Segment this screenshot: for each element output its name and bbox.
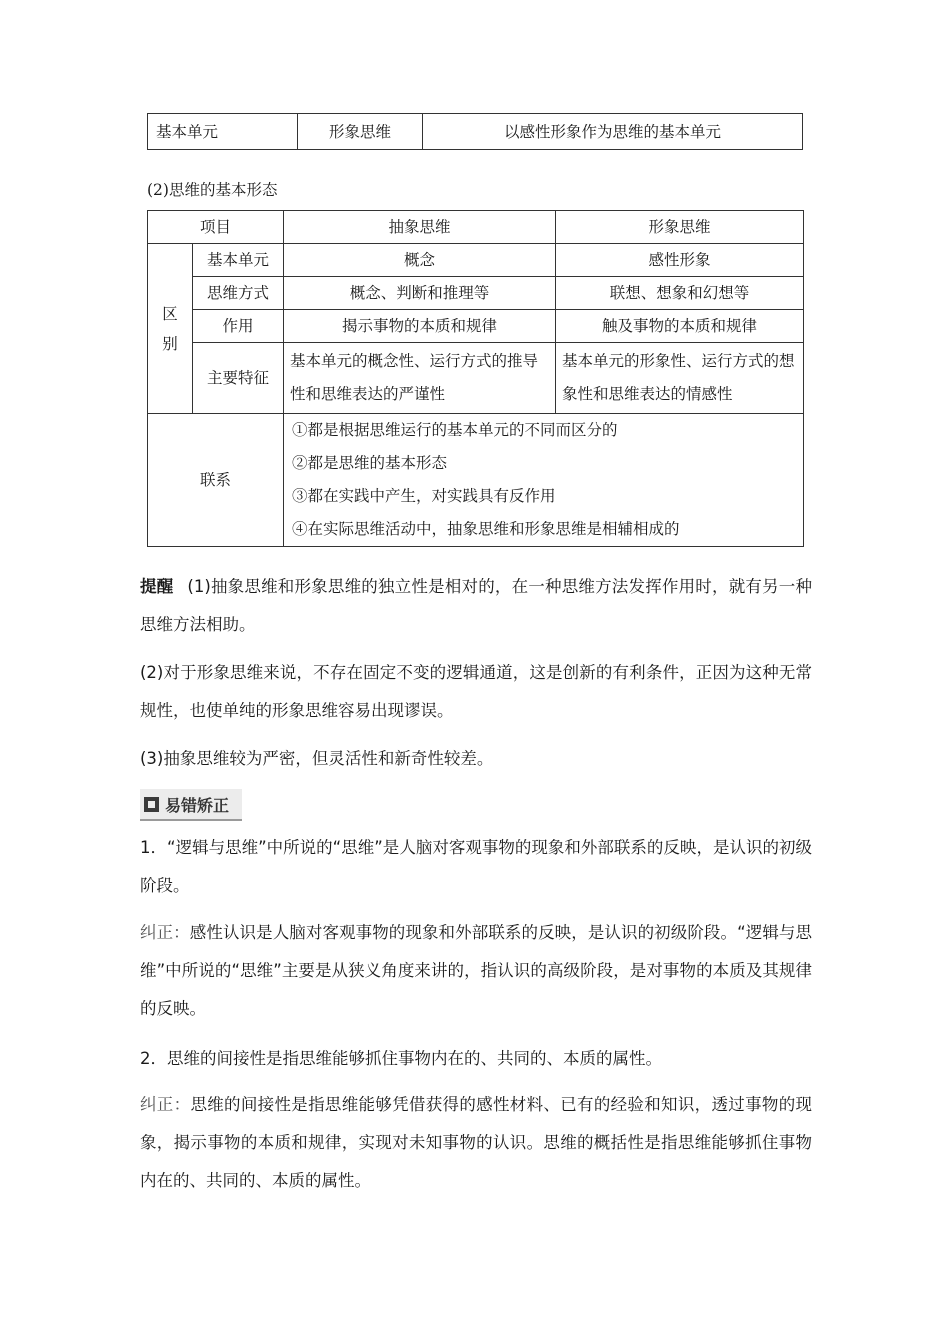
link-content (284, 414, 804, 547)
table-cell: 基本单元 (148, 114, 298, 150)
top-table (147, 113, 803, 150)
header-item: 项目 (148, 211, 284, 244)
table-row (148, 310, 804, 343)
tip-text: (1)抽象思维和形象思维的独立性是相对的，在一种思维方法发挥作用时，就有另一种思维方法相助。 (140, 577, 813, 634)
correction-text: 感性认识是人脑对客观事物的现象和外部联系的反映，是认识的初级阶段。“逻辑与思维”中所说的“思维”主要是从狭义角度来讲的，指认识的高级阶段，是对事物的本质及其规律的反映。 (140, 923, 812, 1018)
link-item: ②都是思维的基本形态 (292, 454, 448, 472)
table-row (148, 244, 804, 277)
row-image: 基本单元的形象性、运行方式的想象性和思维表达的情感性 (556, 343, 804, 414)
header-image: 形象思维 (556, 211, 804, 244)
table-header-row (148, 211, 804, 244)
link-item: ④在实际思维活动中，抽象思维和形象思维是相辅相成的 (292, 520, 680, 538)
badge-text: 易错矫正 (165, 795, 230, 815)
correction-label: 纠正： (140, 1095, 191, 1114)
tip-label: 提醒 (140, 577, 174, 596)
error-correction-2 (140, 1086, 812, 1200)
tip-paragraph-2: (2)对于形象思维来说，不存在固定不变的逻辑通道，这是创新的有利条件，正因为这种无常规性，也使单纯的形象思维容易出现谬误。 (140, 663, 812, 720)
row-image: 触及事物的本质和规律 (556, 310, 804, 343)
row-abstract: 概念、判断和推理等 (284, 277, 556, 310)
table-row (148, 277, 804, 310)
row-image: 联想、想象和幻想等 (556, 277, 804, 310)
row-label: 作用 (193, 310, 284, 343)
table-cell: 形象思维 (298, 114, 423, 150)
row-abstract: 基本单元的概念性、运行方式的推导性和思维表达的严谨性 (284, 343, 556, 414)
tip-paragraph-1 (140, 568, 812, 644)
tip-paragraph-3: (3)抽象思维较为严密，但灵活性和新奇性较差。 (140, 749, 494, 768)
link-label: 联系 (148, 414, 284, 547)
correction-label: 纠正： (140, 923, 190, 942)
table-row (148, 343, 804, 414)
error-statement-1: 1．“逻辑与思维”中所说的“思维”是人脑对客观事物的现象和外部联系的反映，是认识的初级阶段。 (140, 838, 812, 895)
row-abstract: 概念 (284, 244, 556, 277)
error-statement-2: 2．思维的间接性是指思维能够抓住事物内在的、共同的、本质的属性。 (140, 1049, 662, 1068)
error-correction-1 (140, 914, 812, 1028)
error-correction-badge (140, 789, 242, 821)
badge-icon (144, 797, 159, 812)
link-item: ①都是根据思维运行的基本单元的不同而区分的 (292, 421, 618, 439)
thinking-forms-table (147, 210, 804, 547)
row-image: 感性形象 (556, 244, 804, 277)
diff-label-text: 区别 (162, 304, 178, 353)
diff-label (148, 244, 193, 414)
row-abstract: 揭示事物的本质和规律 (284, 310, 556, 343)
row-label: 基本单元 (193, 244, 284, 277)
section-title: (2)思维的基本形态 (147, 181, 278, 199)
link-item: ③都在实践中产生，对实践具有反作用 (292, 487, 556, 505)
table-row (148, 114, 803, 150)
correction-text: 思维的间接性是指思维能够凭借获得的感性材料、已有的经验和知识，透过事物的现象，揭示事物的本质和规律，实现对未知事物的认识。思维的概括性是指思维能够抓住事物内在的、共同的、本质的属性。 (140, 1095, 813, 1190)
row-label: 思维方式 (193, 277, 284, 310)
table-row (148, 414, 804, 547)
header-abstract: 抽象思维 (284, 211, 556, 244)
row-label: 主要特征 (193, 343, 284, 414)
table-cell: 以感性形象作为思维的基本单元 (423, 114, 803, 150)
